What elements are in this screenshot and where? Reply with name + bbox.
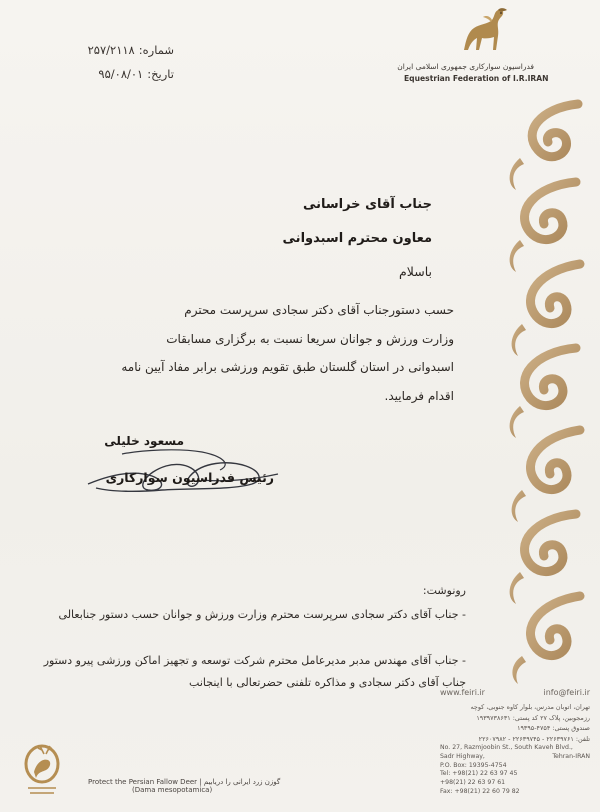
address-en-city: Tehran-IRAN [552, 752, 590, 760]
address-fa-line: صندوق پستی: ۴۷۵۴-۱۹۳۹۵ [517, 724, 590, 732]
addressee-name: جناب آقای خراسانی [302, 197, 432, 212]
footer-address-fa [440, 702, 590, 744]
addressee-title: معاون محترم اسبدوانی [282, 231, 432, 246]
letter-meta [44, 38, 174, 86]
signatory-name: مسعود خلیلی [104, 434, 184, 448]
deer-emblem-icon [22, 742, 62, 800]
fax: Fax: +98(21) 22 60 79 82 [440, 787, 520, 795]
footer-web-row [440, 688, 590, 697]
number-label: شماره: [138, 43, 174, 57]
cc-heading: رونوشت: [422, 584, 466, 597]
address-en-line: No. 27, Razmjoobin St., South Kaveh Blvd., [440, 744, 573, 751]
number-value: ۲۵۷/۲۱۱۸ [87, 43, 135, 57]
letter-number [44, 38, 174, 62]
addressee [283, 188, 432, 256]
body-line: اقدام فرمایید. [384, 388, 454, 403]
footer-email: info@feiri.ir [543, 688, 590, 697]
decorative-ornament-icon [500, 98, 588, 688]
tel-2: +98(21) 22 63 97 61 [440, 779, 506, 787]
body-line: وزارت ورزش و جوانان سریعا نسبت به برگزاری مسابقات [166, 331, 454, 346]
letter-date [44, 62, 174, 86]
address-en-po: P.O. Box: 19395-4754 [440, 761, 507, 769]
phones-fa: تلفن: ۲۲۶۳۹۷۶۱ - ۲۲۶۳۹۷۴۵ - ۲۲۶۰۷۹۸۲ [478, 734, 590, 743]
address-en-line: Sadr Highway, [440, 752, 485, 760]
federation-logo [397, 6, 549, 88]
letter-body [34, 296, 454, 410]
footer-website: www.feiri.ir [440, 688, 485, 697]
federation-name-fa: فدراسیون سوارکاری جمهوری اسلامی ایران [397, 62, 534, 71]
address-fa-line: تهران، اتوبان مدرس، بلوار کاوه جنوبی، کوچه [470, 703, 590, 711]
deer-latin: (Dama mesopotamica) [132, 786, 213, 794]
federation-name-en: Equestrian Federation of I.R.IRAN [404, 74, 549, 83]
greeting: باسلام [399, 264, 432, 279]
deer-campaign-text: Protect the Persian Fallow Deer | گوزن زرد ایرانی را دریابیم (Dama mesopotamica) [88, 778, 281, 794]
deer-en: Protect the Persian Fallow Deer [88, 778, 198, 786]
tel-1: Tel: +98(21) 22 63 97 45 [440, 770, 518, 778]
signatory-title: رئیس فدراسیون سوارکاری [105, 470, 274, 485]
address-fa-line: رزمجوبین، پلاک ۲۷ کد پستی: ۱۹۳۹۷۳۸۶۳۱ [476, 713, 590, 722]
cc-item: - جناب آقای مهندس مدبر مدیرعامل محترم شرکت توسعه و تجهیز اماکن ورزشی پیرو دستور جناب آقای دکتر سجادی و مذاکره تلفنی حضرتعالی با اینجانب [43, 654, 466, 689]
horse-logo-icon [452, 6, 512, 58]
footer-address-en [440, 744, 590, 797]
body-line: اسبدوانی در استان گلستان طبق تقویم ورزشی برابر مفاد آیین نامه [121, 360, 454, 374]
body-line: حسب دستورجناب آقای دکتر سجادی سرپرست محترم [184, 303, 454, 317]
date-value: ۹۵/۰۸/۰۱ [98, 67, 144, 81]
date-label: تاریخ: [147, 67, 174, 81]
cc-item: - جناب آقای دکتر سجادی سرپرست محترم وزارت ورزش و جوانان حسب دستور جنابعالی [58, 608, 466, 621]
deer-fa: گوزن زرد ایرانی را دریابیم [203, 778, 281, 786]
